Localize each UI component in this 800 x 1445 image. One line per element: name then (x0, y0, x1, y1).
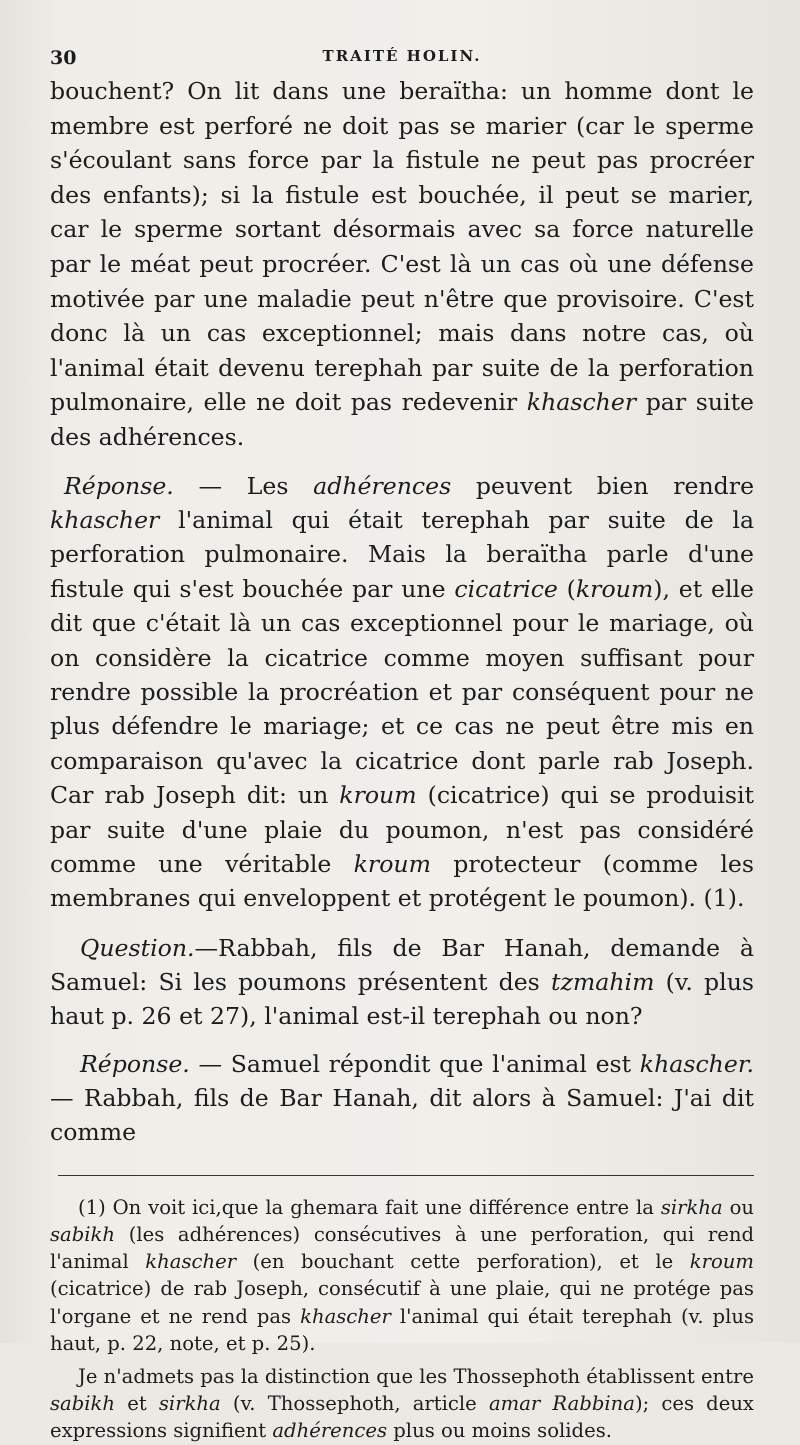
term-kroum: kroum (689, 1250, 754, 1274)
p3-text-a: —Rabbah, fils de Bar Hanah, demande à Samuel: Si les poumons présentent des (50, 933, 754, 996)
term-kroum: kroum (339, 781, 417, 810)
fn2-text-d: ); ces deux expressions signifient (50, 1392, 754, 1443)
paragraph-reponse-1: Réponse. — Les adhérences peuvent bien rendre khascher l'animal qui était terephah par suite de la perforation pulmonaire. Mais la beraïtha parle d'une fistule qui s'est bouchée par une cicatrice (kroum), et elle dit que c'était là un cas exceptionnel pour le mariage, où on considère la cicatrice comme moyen suffisant pour rendre possible la procréation et par conséquent pour ne plus défendre le mariage; et ce cas ne peut être mis en comparaison qu'avec la cicatrice dont parle rab Joseph. Car rab Joseph dit: un kroum (cicatrice) qui se produisit par suite d'une plaie du poumon, n'est pas considéré comme une véritable kroum protecteur (comme les membranes qui enveloppent et protégent le poumon). (1). (50, 471, 755, 913)
fn2-text-b: et (127, 1392, 147, 1416)
fn1-text-b: ou (729, 1195, 755, 1219)
p2-text-d: et elle dit que c'était là un cas exceptionnel pour le mariage, où on considère la cicatrice comme moyen suffisant pour rendre possible la procréation et par conséquent pour ne plus défendre le mariage; et ce cas ne peut être mis en comparaison qu'avec la cicatrice dont parle rab Joseph. Car rab Joseph dit: un (50, 574, 754, 810)
paragraph-reponse-2 (50, 1047, 754, 1149)
term-kroum: kroum (353, 850, 431, 878)
running-title: TRAITÉ HOLIN. (322, 47, 482, 65)
term-sabikh: sabikh (50, 1392, 116, 1416)
p4-text-a: — Samuel répondit que l'animal est (198, 1049, 632, 1078)
term-khascher: khascher (50, 505, 160, 534)
page-number: 30 (50, 47, 77, 69)
footnote-divider (58, 1175, 754, 1176)
fn2-text-c: (v. Thossephoth, article (232, 1392, 477, 1416)
main-text (50, 74, 754, 1149)
fn1-text-e: (cicatrice) de rab Joseph, consécutif à une plaie, qui ne protége pas l'organe et ne rend pas (50, 1277, 754, 1328)
p3-text-b: (v. plus haut p. 26 et 27), l'animal est-il terephah ou non? (50, 967, 755, 1030)
fn2-text-e: plus ou moins solides. (393, 1419, 612, 1443)
footnotes (50, 1194, 754, 1445)
term-tzmahim: tzmahim (550, 967, 655, 996)
term-khascher: khascher (526, 388, 637, 417)
term-khascher: khascher (145, 1250, 237, 1274)
term-amar-rabbina: amar Rabbina (488, 1392, 635, 1416)
term-sabikh: sabikh (50, 1223, 116, 1247)
reponse-label: Réponse. (64, 471, 174, 500)
term-sirkha: sirkha (660, 1195, 723, 1219)
term-khascher: khascher. (639, 1049, 755, 1078)
p1-text: bouchent? On lit dans une beraïtha: un homme dont le membre est perforé ne doit pas se marier (car le sperme s'écoulant sans force par la fistule ne peut pas procréer des enfants); si la fistule est bouchée, il peut se marier, car le sperme sortant désormais avec sa force naturelle par le méat peut procréer. C'est là un cas où une défense motivée par une maladie peut n'être que provisoire. C'est donc là un cas exceptionnel; mais dans notre cas, où l'animal était devenu terephah par suite de la perforation pulmonaire, elle ne doit pas redevenir (50, 77, 754, 417)
term-cicatrice: cicatrice (454, 574, 558, 603)
page-header (50, 34, 754, 74)
paragraph-1 (50, 74, 754, 455)
term-sirkha: sirkha (158, 1392, 221, 1416)
p2-text-f: protecteur (comme les membranes qui enveloppent et protégent le poumon). (1). (50, 850, 754, 913)
paragraph-question (50, 931, 754, 1033)
term-kroum: kroum (575, 574, 654, 603)
p2-text-a: — Les (198, 471, 289, 500)
p2-text-e: (cicatrice) qui se produisit par suite d'une plaie du poumon, n'est pas considéré comme une véritable (50, 781, 754, 878)
footnote-1 (50, 1194, 754, 1357)
term-adherences: adhérences (272, 1419, 388, 1443)
p1-end: par suite des adhérences. (50, 388, 755, 451)
p2-text-b: peuvent bien rendre (475, 471, 755, 500)
p4-text-b: — Rabbah, fils de Bar Hanah, dit alors à Samuel: J'ai dit comme (50, 1083, 754, 1146)
reponse-label: Réponse. (80, 1049, 190, 1078)
term-adherences: adhérences (313, 471, 452, 500)
fn1-text-a: (1) On voit ici,que la ghemara fait une différence entre la (78, 1195, 654, 1219)
p2-text-c: l'animal qui était terephah par suite de la perforation pulmonaire. Mais la beraïtha parle d'une fistule qui s'est bouchée par une (50, 505, 755, 603)
term-khascher: khascher (300, 1304, 391, 1328)
fn1-text-f: l'animal qui était terephah (v. plus haut, p. 22, note, et p. 25). (50, 1304, 755, 1355)
fn1-text-d: (en bouchant cette perforation), et le (252, 1250, 674, 1274)
question-label: Question. (80, 933, 195, 962)
fn2-text-a: Je n'admets pas la distinction que les Thossephoth établissent entre (78, 1365, 755, 1389)
fn1-text-c: (les adhérences) consécutives à une perforation, qui rend l'animal (50, 1223, 754, 1274)
footnote-2 (50, 1363, 754, 1445)
